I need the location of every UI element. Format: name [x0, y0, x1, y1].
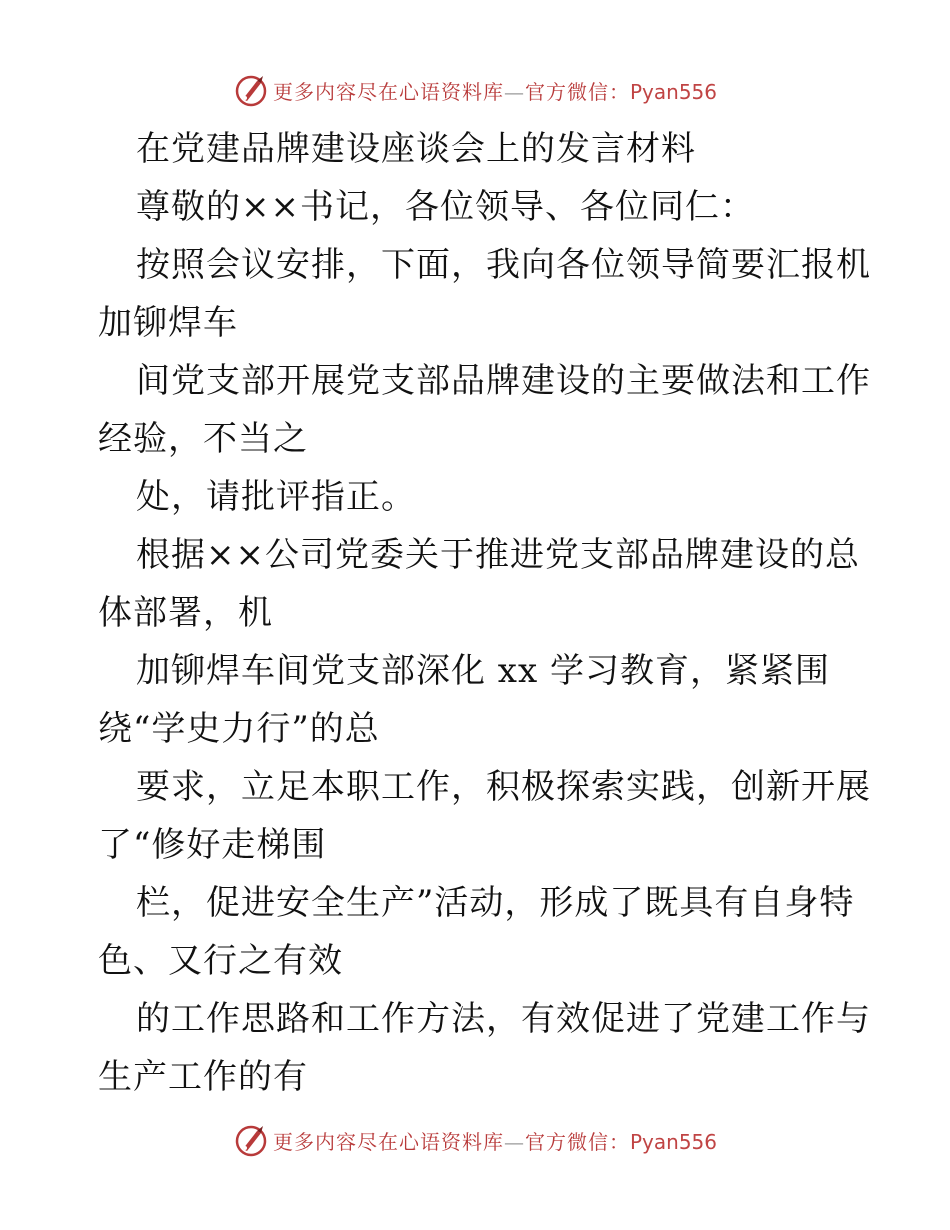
- doc-line: 绕“学史力行”的总: [98, 709, 380, 749]
- footer-watermark: [0, 1118, 950, 1162]
- doc-line: 经验，不当之: [98, 419, 308, 459]
- doc-line: 生产工作的有: [98, 1057, 308, 1097]
- watermark-text: [273, 76, 717, 105]
- watermark-text: [273, 1126, 717, 1155]
- watermark-wechat-id: Pyan556: [629, 1129, 717, 1154]
- watermark-separator: —: [503, 1129, 525, 1154]
- doc-line: 的工作思路和工作方法，有效促进了党建工作与: [136, 999, 871, 1039]
- quill-logo-icon: [233, 72, 269, 108]
- watermark-wechat-id: Pyan556: [629, 79, 717, 104]
- doc-line: 了“修好走梯围: [98, 825, 327, 865]
- doc-line: 加铆焊车: [98, 303, 238, 343]
- doc-line: 按照会议安排，下面，我向各位领导简要汇报机: [136, 245, 871, 285]
- doc-title: 在党建品牌建设座谈会上的发言材料: [136, 129, 696, 169]
- watermark-official: 官方微信：: [524, 79, 630, 104]
- doc-line: 处，请批评指正。: [136, 477, 416, 517]
- document-body: [98, 120, 871, 1106]
- watermark-official: 官方微信：: [524, 1129, 630, 1154]
- header-watermark: [0, 68, 950, 112]
- watermark-separator: —: [503, 79, 525, 104]
- watermark-main: 更多内容尽在心语资料库: [272, 1129, 504, 1154]
- doc-line: 要求，立足本职工作，积极探索实践，创新开展: [136, 767, 871, 807]
- doc-line: 间党支部开展党支部品牌建设的主要做法和工作: [136, 361, 871, 401]
- doc-line: 根据××公司党委关于推进党支部品牌建设的总: [136, 535, 860, 575]
- quill-logo-icon: [233, 1122, 269, 1158]
- doc-line: 加铆焊车间党支部深化 xx 学习教育，紧紧围: [136, 651, 830, 691]
- doc-line: 栏，促进安全生产”活动，形成了既具有自身特: [136, 883, 855, 923]
- doc-line: 体部署，机: [98, 593, 273, 633]
- doc-salutation: 尊敬的××书记，各位领导、各位同仁：: [136, 187, 755, 227]
- doc-line: 色、又行之有效: [98, 941, 343, 981]
- watermark-main: 更多内容尽在心语资料库: [272, 79, 504, 104]
